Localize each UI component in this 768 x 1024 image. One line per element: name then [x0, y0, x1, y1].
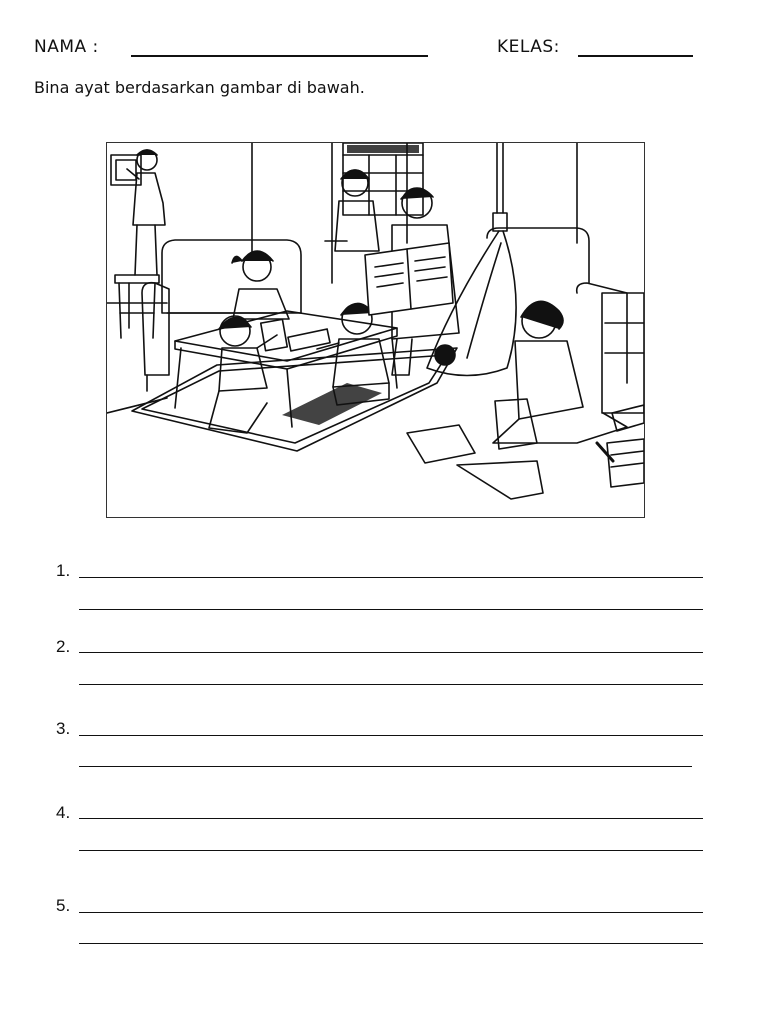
family-living-room-illustration: [106, 142, 645, 518]
woman-in-doorway: [325, 170, 379, 251]
stool: [115, 275, 159, 338]
name-field-line[interactable]: [131, 55, 428, 57]
name-label: NAMA :: [34, 37, 99, 57]
question-number: 5.: [56, 896, 71, 915]
question-number: 4.: [56, 803, 71, 822]
girl-kneeling: [209, 316, 287, 433]
question-number: 1.: [56, 561, 71, 580]
answer-line[interactable]: [79, 943, 703, 944]
instruction-text: Bina ayat berdasarkan gambar di bawah.: [34, 78, 365, 97]
folded-clothes: [407, 399, 644, 499]
answer-line[interactable]: [79, 912, 703, 913]
class-field-line[interactable]: [578, 55, 693, 57]
boy-hanging-picture: [127, 150, 165, 275]
answer-line[interactable]: [79, 735, 703, 736]
answer-line[interactable]: [79, 652, 703, 653]
newspaper: [365, 243, 453, 315]
mother-folding-clothes: [493, 301, 627, 461]
question-number: 2.: [56, 637, 71, 656]
answer-line[interactable]: [79, 577, 703, 578]
question-number: 3.: [56, 719, 71, 738]
girl-on-sofa: [232, 251, 289, 319]
answer-line[interactable]: [79, 609, 703, 610]
class-label: KELAS:: [497, 37, 560, 57]
answer-line[interactable]: [79, 818, 703, 819]
answer-line[interactable]: [79, 684, 703, 685]
answer-line[interactable]: [79, 850, 703, 851]
sofa: [142, 240, 301, 391]
answer-line[interactable]: [79, 766, 692, 767]
